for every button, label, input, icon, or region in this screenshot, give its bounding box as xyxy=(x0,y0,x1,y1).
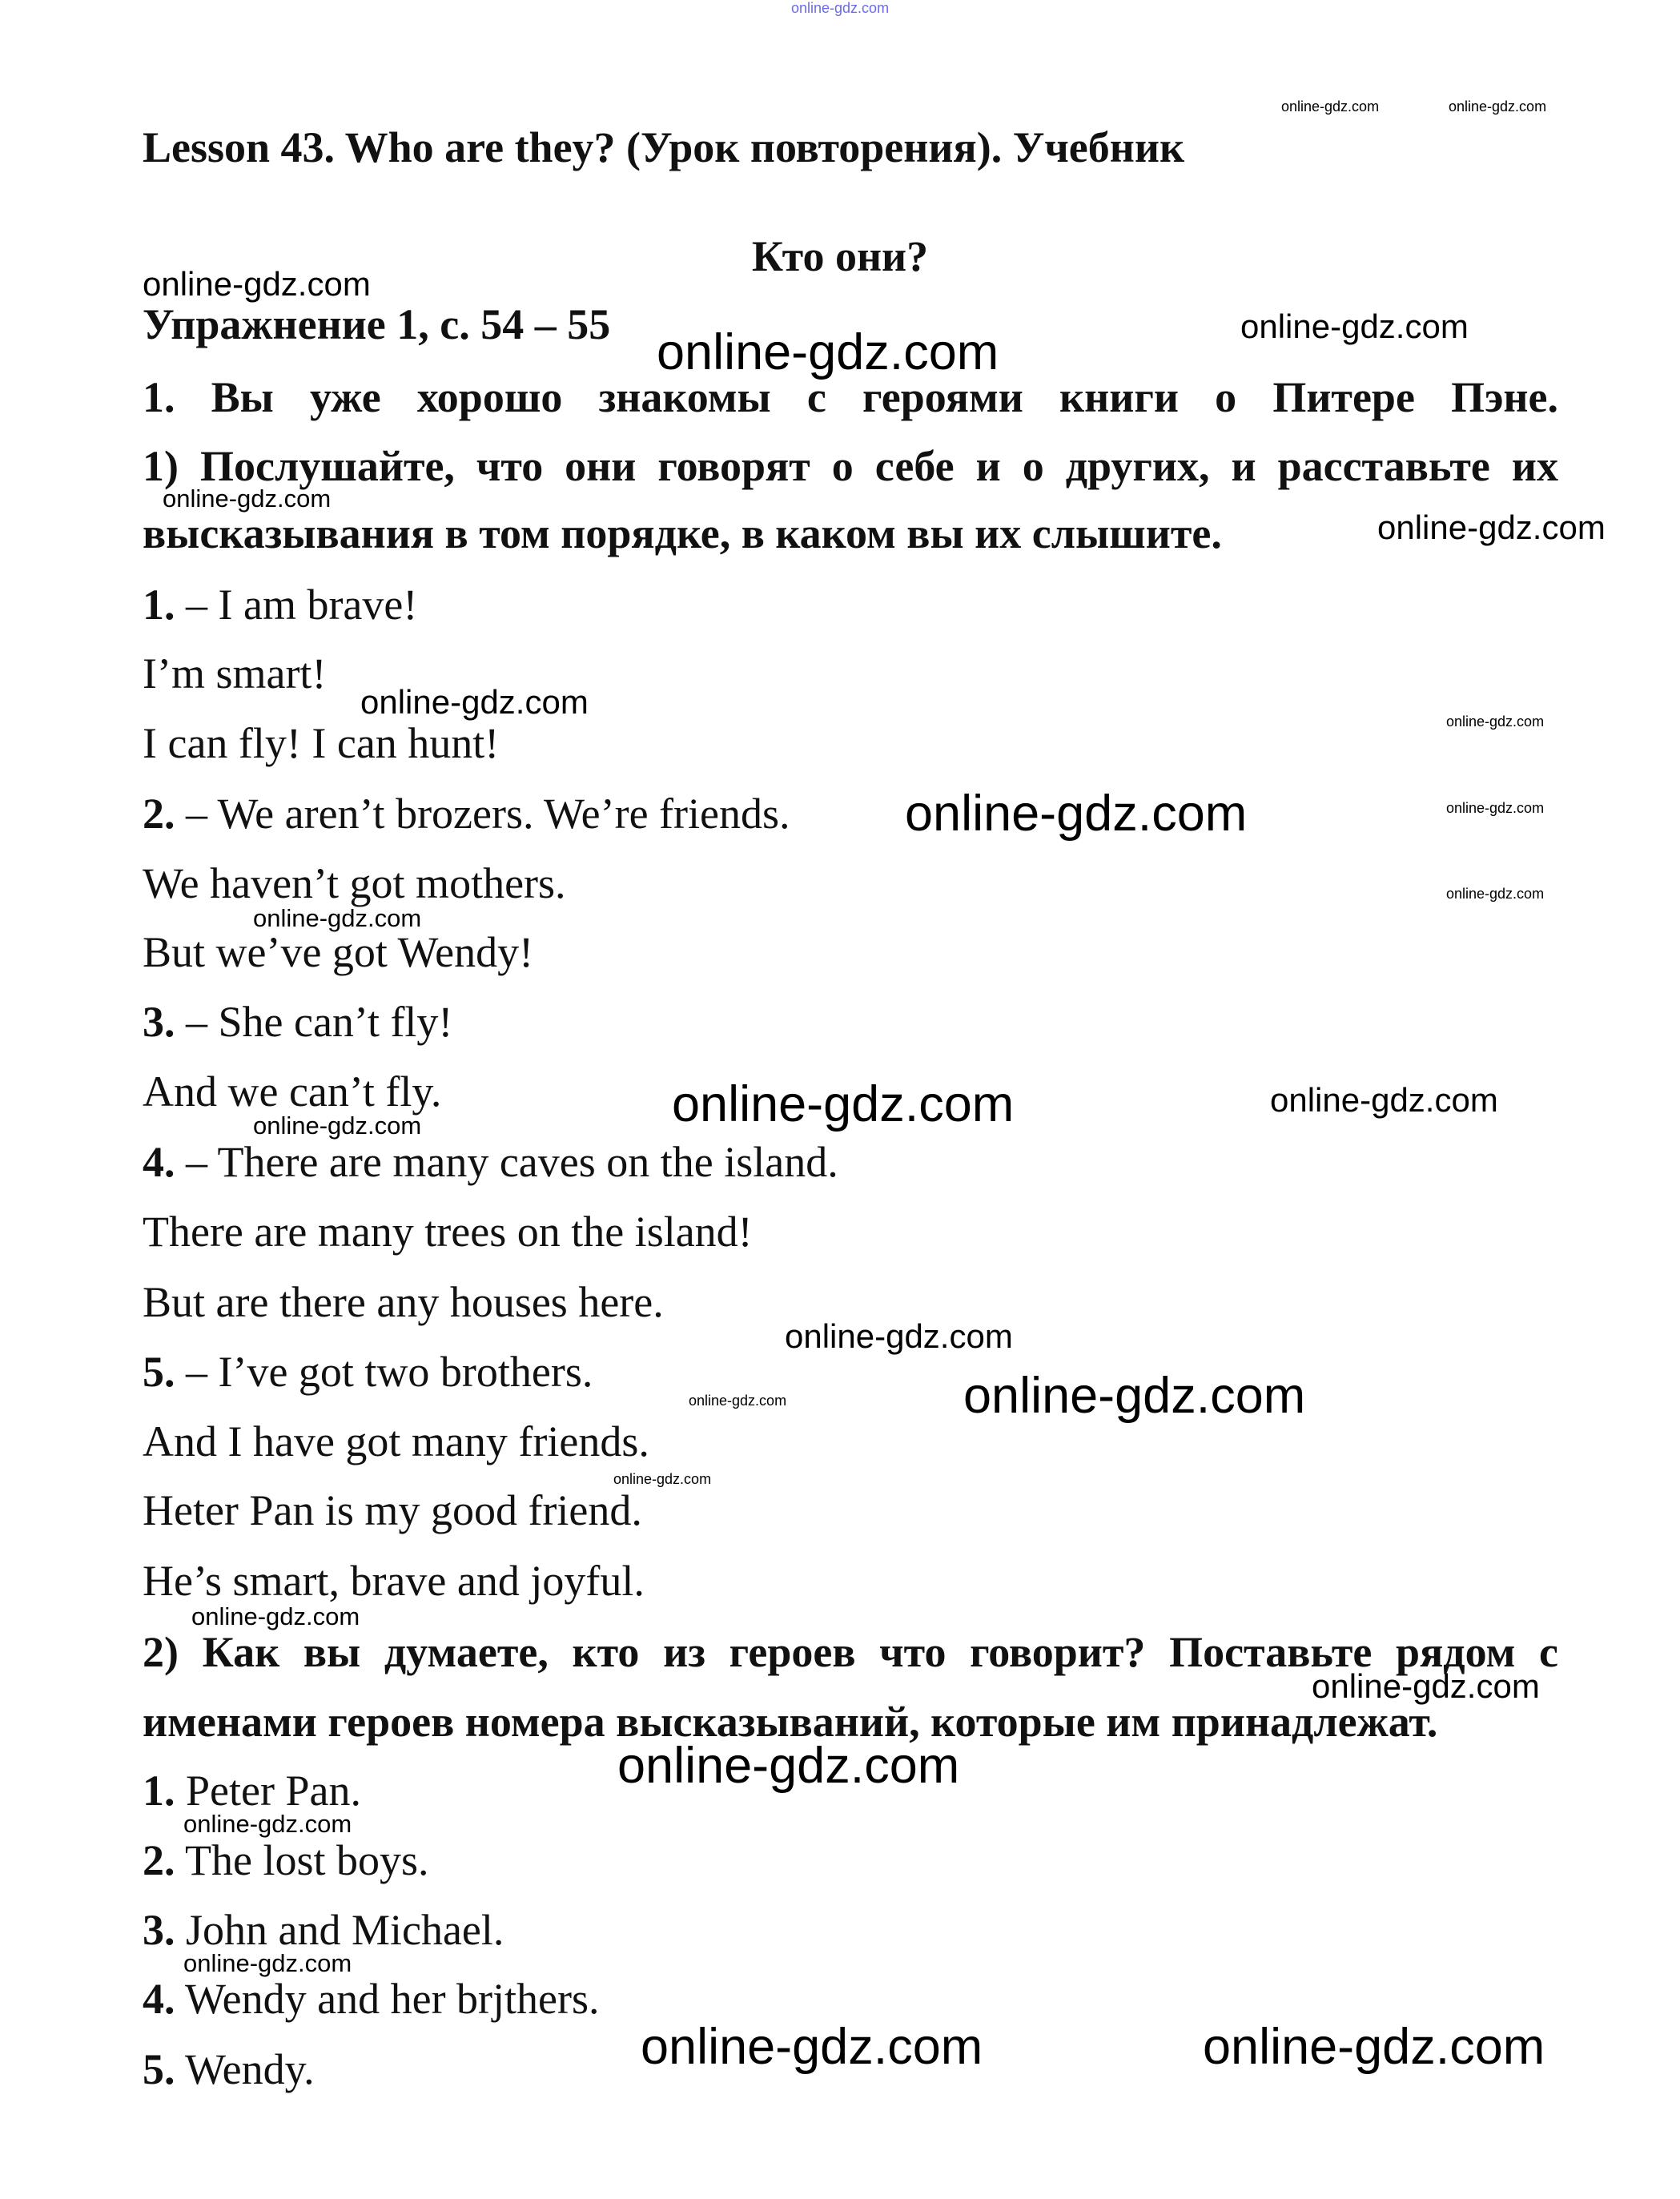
watermark: online-gdz.com xyxy=(1281,98,1380,115)
watermark: online-gdz.com xyxy=(191,1602,360,1630)
item-number: 2. xyxy=(143,790,175,838)
statement-line xyxy=(143,928,534,976)
watermark: online-gdz.com xyxy=(657,324,999,380)
item-number: 5. xyxy=(143,1348,175,1396)
item-number: 3. xyxy=(143,998,175,1046)
item-text: Heter Pan is my good friend. xyxy=(143,1486,642,1534)
watermark: online-gdz.com xyxy=(785,1317,1013,1355)
item-text: – There are many caves on the island. xyxy=(175,1138,838,1186)
watermark: online-gdz.com xyxy=(1446,886,1545,902)
statement-line xyxy=(143,790,790,838)
watermark: online-gdz.com xyxy=(689,1393,787,1409)
item-text: John and Michael. xyxy=(175,1906,504,1954)
statement-line xyxy=(143,649,327,697)
statement-line xyxy=(143,1557,645,1605)
watermark: online-gdz.com xyxy=(253,904,422,932)
watermark: online-gdz.com xyxy=(641,2019,983,2075)
item-text: He’s smart, brave and joyful. xyxy=(143,1557,645,1605)
statement-line xyxy=(143,1138,838,1186)
statement-line xyxy=(143,1067,442,1116)
subtitle: Кто они? xyxy=(751,232,929,280)
watermark: online-gdz.com xyxy=(963,1368,1306,1424)
watermark: online-gdz.com xyxy=(1449,98,1547,115)
watermark: online-gdz.com xyxy=(1270,1081,1498,1119)
item-text: – I’ve got two brothers. xyxy=(175,1348,593,1396)
page-title: Lesson 43. Who are they? (Урок повторения). Учебник xyxy=(143,123,1185,171)
watermark: online-gdz.com xyxy=(183,1810,352,1838)
watermark: online-gdz.com xyxy=(1377,509,1606,546)
item-text: Wendy and her brjthers. xyxy=(175,1975,600,2023)
item-number: 4. xyxy=(143,1138,175,1186)
watermark: online-gdz.com xyxy=(905,786,1248,842)
watermark: online-gdz.com xyxy=(1312,1667,1540,1705)
watermark: online-gdz.com xyxy=(253,1112,422,1140)
watermark: online-gdz.com xyxy=(143,265,371,303)
item-text: – I am brave! xyxy=(175,581,418,629)
item-number: 4. xyxy=(143,1975,175,2023)
exercise-heading: Упражнение 1, с. 54 – 55 xyxy=(143,300,611,348)
task1-line2: 1) Послушайте, что они говорят о себе и о других, и расставьте их xyxy=(143,442,1558,490)
item-number: 1. xyxy=(143,1767,175,1815)
watermark: online-gdz.com xyxy=(791,0,890,16)
statement-line xyxy=(143,719,500,767)
watermark: online-gdz.com xyxy=(1240,308,1469,345)
item-text: – She can’t fly! xyxy=(175,998,453,1046)
task1-line1: 1. Вы уже хорошо знакомы с героями книги о Питере Пэне. xyxy=(143,373,1558,421)
item-number: 2. xyxy=(143,1836,175,1884)
item-text: The lost boys. xyxy=(175,1836,429,1884)
statement-line xyxy=(143,1486,642,1534)
hero-item xyxy=(143,1767,361,1815)
hero-item xyxy=(143,2045,315,2093)
item-text: There are many trees on the island! xyxy=(143,1208,753,1256)
watermark: online-gdz.com xyxy=(163,484,332,513)
statement-line xyxy=(143,1208,753,1256)
task2-line2: именами героев номера высказываний, которые им принадлежат. xyxy=(143,1698,1438,1746)
watermark: online-gdz.com xyxy=(1203,2019,1545,2075)
item-text: We haven’t got mothers. xyxy=(143,859,566,907)
watermark: online-gdz.com xyxy=(613,1471,712,1487)
item-text: Peter Pan. xyxy=(175,1767,361,1815)
item-number: 5. xyxy=(143,2045,175,2093)
item-text: – We aren’t brozers. We’re friends. xyxy=(175,790,790,838)
item-text: But are there any houses here. xyxy=(143,1278,664,1326)
watermark: online-gdz.com xyxy=(360,683,589,721)
hero-item xyxy=(143,1906,504,1954)
watermark: online-gdz.com xyxy=(1446,800,1545,816)
item-text: But we’ve got Wendy! xyxy=(143,928,534,976)
item-text: I can fly! I can hunt! xyxy=(143,719,500,767)
statement-line xyxy=(143,859,566,907)
item-text: And I have got many friends. xyxy=(143,1417,649,1465)
watermark: online-gdz.com xyxy=(672,1076,1015,1132)
watermark: online-gdz.com xyxy=(1446,714,1545,730)
hero-item xyxy=(143,1836,429,1884)
statement-line xyxy=(143,1348,593,1396)
hero-item xyxy=(143,1975,600,2023)
item-text: I’m smart! xyxy=(143,649,327,697)
statement-line xyxy=(143,1417,649,1465)
watermark: online-gdz.com xyxy=(183,1949,352,1977)
statement-line xyxy=(143,998,453,1046)
task2-line1: 2) Как вы думаете, кто из героев что говорит? Поставьте рядом с xyxy=(143,1628,1558,1676)
task1-line3: высказывания в том порядке, в каком вы их слышите. xyxy=(143,509,1222,557)
statement-line xyxy=(143,1278,664,1326)
item-text: And we can’t fly. xyxy=(143,1067,442,1116)
item-number: 3. xyxy=(143,1906,175,1954)
item-number: 1. xyxy=(143,581,175,629)
watermark: online-gdz.com xyxy=(617,1738,960,1794)
item-text: Wendy. xyxy=(175,2045,315,2093)
statement-line xyxy=(143,581,418,629)
